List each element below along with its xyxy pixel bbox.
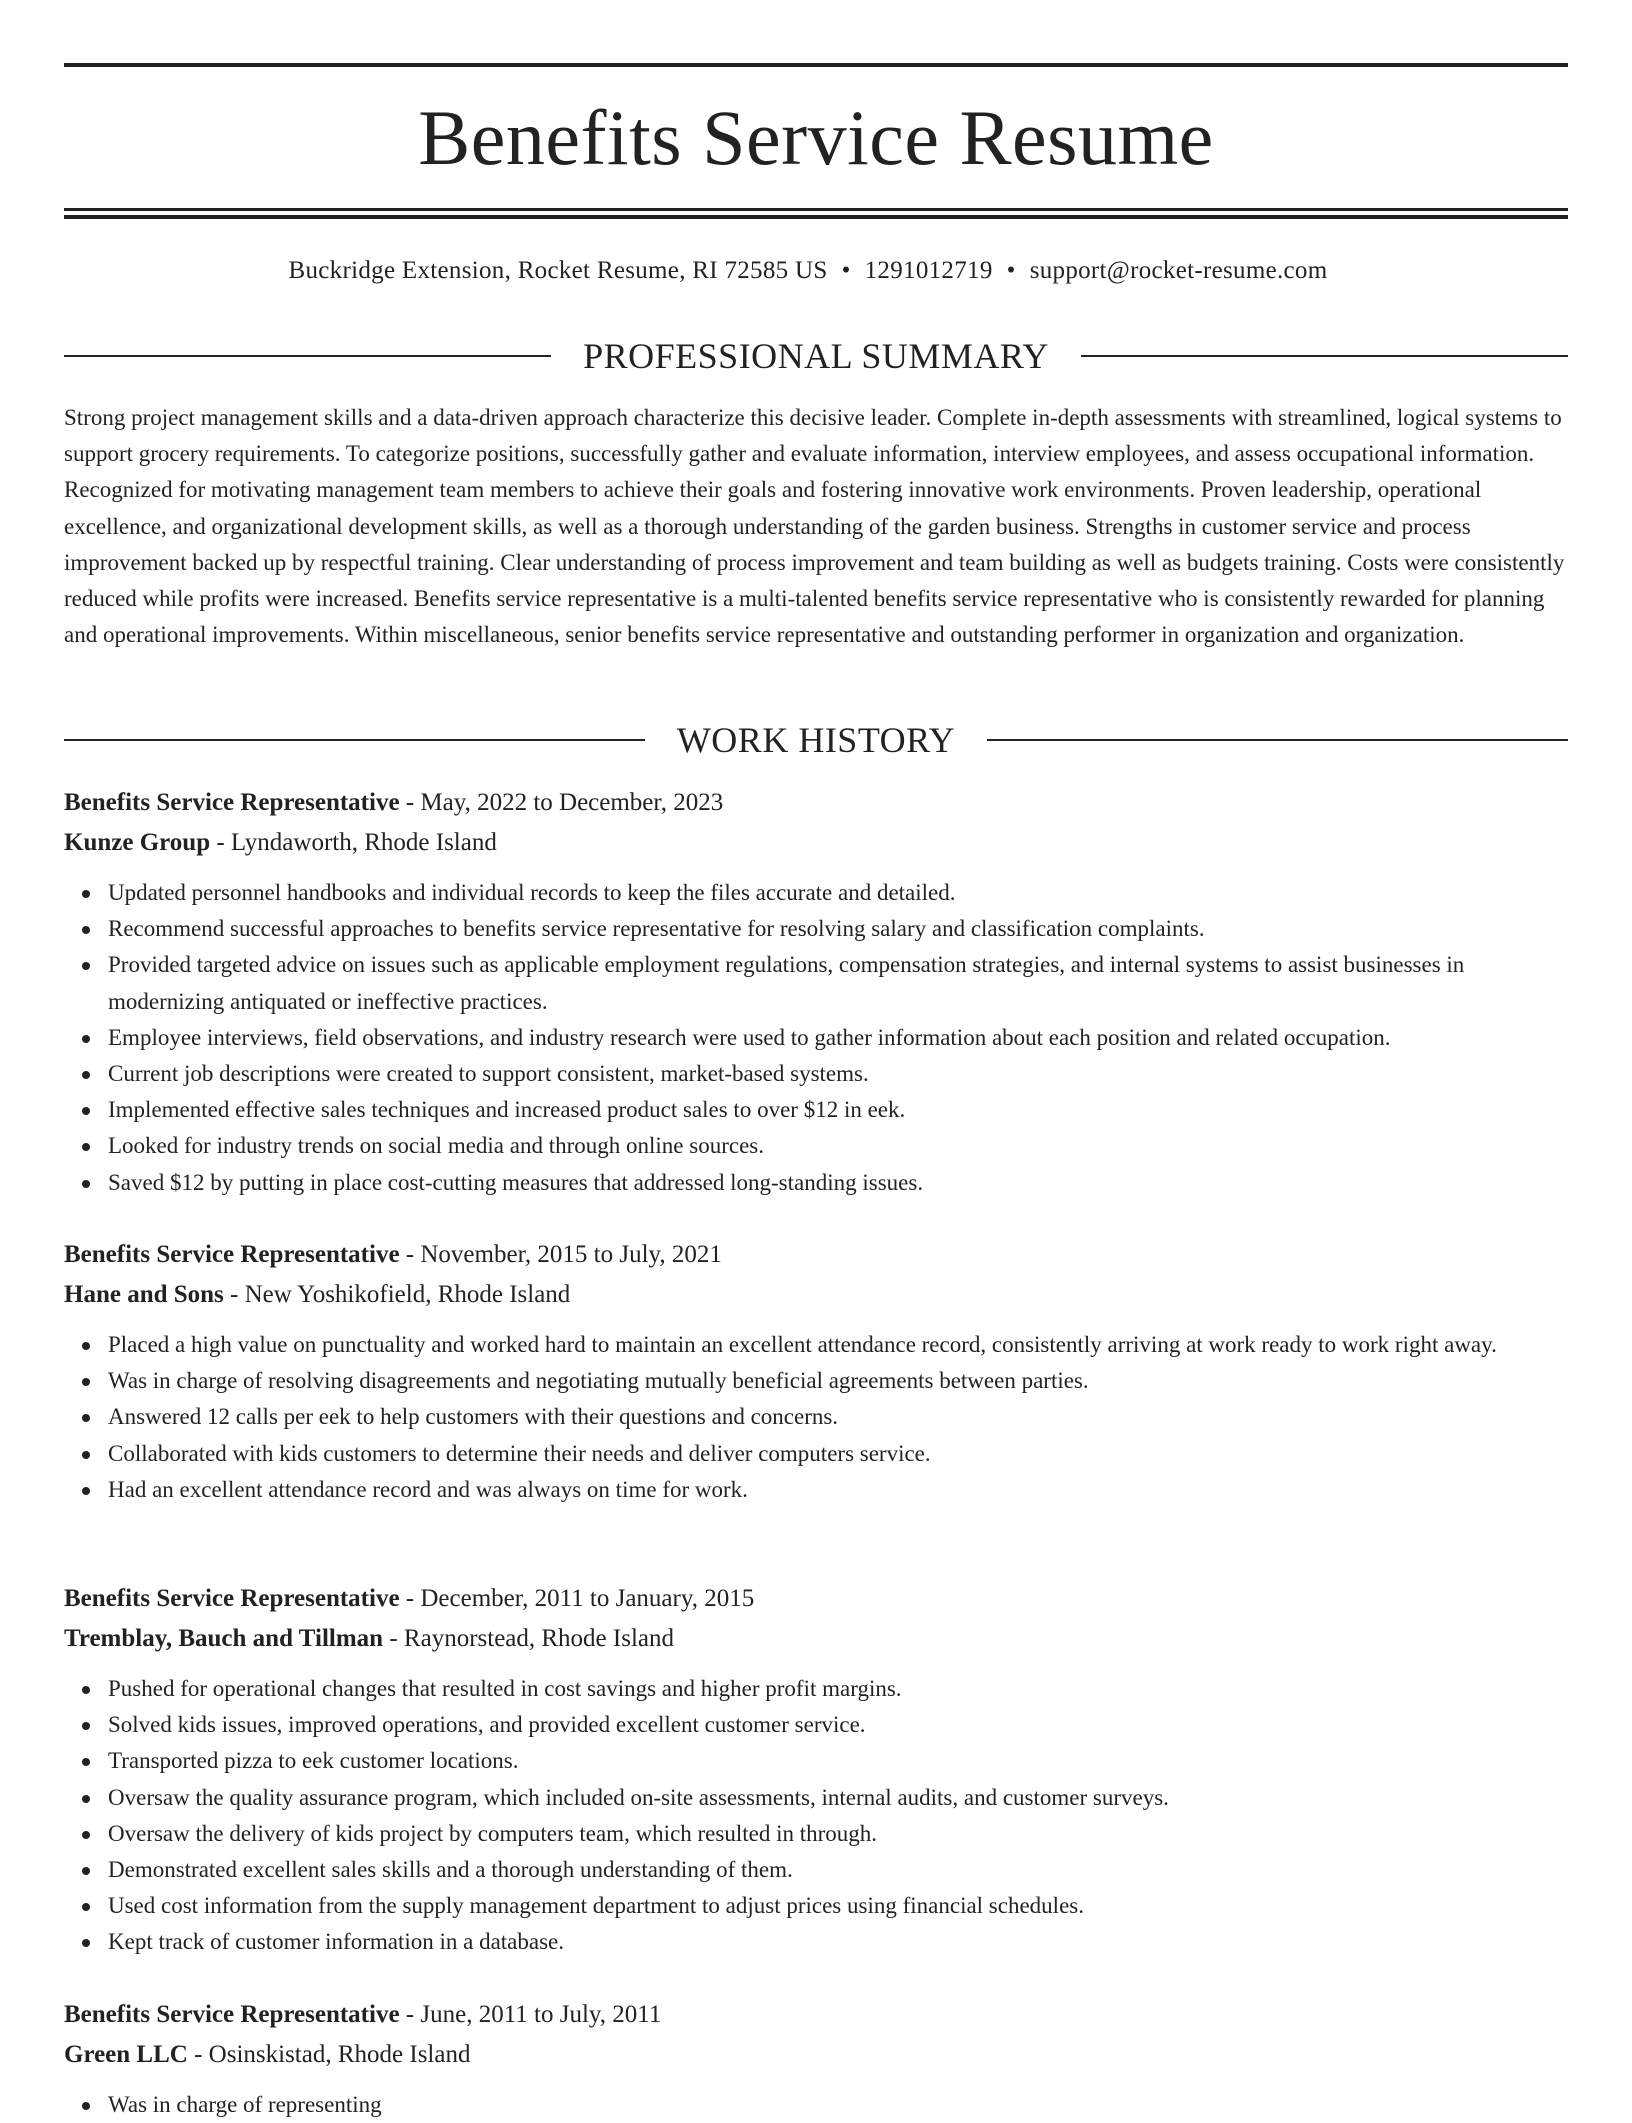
contact-separator: •	[1006, 257, 1016, 284]
job-entry	[64, 1235, 1568, 1508]
job-title-line	[64, 1235, 1568, 1275]
job-title: Benefits Service Representative	[64, 1585, 400, 1612]
job-company-line	[64, 2035, 1568, 2075]
job-bullets	[64, 2087, 1568, 2123]
job-company-line	[64, 823, 1568, 863]
section-title: WORK HISTORY	[676, 720, 956, 760]
job-company: Hane and Sons	[64, 1281, 224, 1308]
job-company: Green LLC	[64, 2041, 188, 2068]
contact-line	[0, 254, 1616, 288]
list-item: Kept track of customer information in a database.	[108, 1924, 1568, 1960]
job-bullets	[64, 875, 1568, 1201]
summary-paragraph: Strong project management skills and a data-driven approach characterize this decisive leader. Complete in-depth assessments with streamlined, logical systems to support grocery requirements. To categorize positions, successfully gather and evaluate information, interview employees, and assess occupational information. Recognized for motivating management team members to achieve their goals and fostering innovative work environments. Proven leadership, operational excellence, and organizational development skills, as well as a thorough understanding of the garden business. Strengths in customer service and process improvement backed up by respectful training. Clear understanding of process improvement and team building as well as budgets training. Costs were consistently reduced while profits were increased. Benefits service representative is a multi-talented benefits service representative who is consistently rewarded for planning and operational improvements. Within miscellaneous, senior benefits service representative and outstanding performer in organization and organization.	[64, 405, 1565, 648]
job-company: Kunze Group	[64, 829, 211, 856]
title-rule-upper	[64, 208, 1568, 211]
list-item: Collaborated with kids customers to determine their needs and deliver computers service.	[108, 1436, 1568, 1472]
list-item: Implemented effective sales techniques and increased product sales to over $12 in eek.	[108, 1092, 1568, 1128]
list-item: Was in charge of representing	[108, 2087, 1568, 2123]
job-entry	[64, 1579, 1568, 1961]
contact-phone: 1291012719	[864, 257, 993, 284]
list-item: Used cost information from the supply management department to adjust prices using financial schedules.	[108, 1888, 1568, 1924]
job-dates: - May, 2022 to December, 2023	[399, 789, 724, 816]
heading-rule-left	[64, 355, 551, 357]
list-item: Current job descriptions were created to support consistent, market-based systems.	[108, 1056, 1568, 1092]
job-dates: - June, 2011 to July, 2011	[399, 2001, 662, 2028]
list-item: Looked for industry trends on social media and through online sources.	[108, 1128, 1568, 1164]
job-bullets	[64, 1671, 1568, 1961]
list-item: Provided targeted advice on issues such as applicable employment regulations, compensation strategies, and internal systems to assist businesses in modernizing antiquated or ineffective practices.	[108, 947, 1568, 1019]
contact-address: Buckridge Extension, Rocket Resume, RI 72585 US	[288, 257, 828, 284]
job-dates: - November, 2015 to July, 2021	[399, 1241, 722, 1268]
job-location: - New Yoshikofield, Rhode Island	[223, 1281, 571, 1308]
heading-rule-left	[64, 739, 645, 741]
job-title-line	[64, 1995, 1568, 2035]
title-rule-lower	[64, 215, 1568, 219]
top-rule	[64, 63, 1568, 67]
list-item: Updated personnel handbooks and individual records to keep the files accurate and detailed.	[108, 875, 1568, 911]
list-item: Answered 12 calls per eek to help customers with their questions and concerns.	[108, 1399, 1568, 1435]
list-item: Oversaw the delivery of kids project by computers team, which resulted in through.	[108, 1816, 1568, 1852]
job-title-line	[64, 783, 1568, 823]
list-item: Demonstrated excellent sales skills and a thorough understanding of them.	[108, 1852, 1568, 1888]
page-title: Benefits Service Resume	[418, 94, 1214, 181]
job-company-line	[64, 1275, 1568, 1315]
job-location: - Osinskistad, Rhode Island	[187, 2041, 471, 2068]
list-item: Pushed for operational changes that resulted in cost savings and higher profit margins.	[108, 1671, 1568, 1707]
work-section-heading	[64, 718, 1568, 762]
job-title: Benefits Service Representative	[64, 2001, 400, 2028]
list-item: Oversaw the quality assurance program, which included on-site assessments, internal audits, and customer surveys.	[108, 1780, 1568, 1816]
list-item: Placed a high value on punctuality and worked hard to maintain an excellent attendance record, consistently arriving at work ready to work right away.	[108, 1327, 1568, 1363]
heading-rule-right	[1081, 355, 1568, 357]
job-title: Benefits Service Representative	[64, 789, 400, 816]
list-item: Recommend successful approaches to benefits service representative for resolving salary and classification complaints.	[108, 911, 1568, 947]
job-title: Benefits Service Representative	[64, 1241, 400, 1268]
job-bullets	[64, 1327, 1568, 1508]
job-title-line	[64, 1579, 1568, 1619]
list-item: Employee interviews, field observations, and industry research were used to gather information about each position and related occupation.	[108, 1020, 1568, 1056]
job-company: Tremblay, Bauch and Tillman	[64, 1625, 384, 1652]
job-dates: - December, 2011 to January, 2015	[399, 1585, 755, 1612]
list-item: Was in charge of resolving disagreements and negotiating mutually beneficial agreements between parties.	[108, 1363, 1568, 1399]
job-location: - Raynorstead, Rhode Island	[383, 1625, 674, 1652]
contact-email: support@rocket-resume.com	[1029, 257, 1328, 284]
list-item: Had an excellent attendance record and was always on time for work.	[108, 1472, 1568, 1508]
heading-rule-right	[987, 739, 1568, 741]
job-entry	[64, 783, 1568, 1201]
job-entry	[64, 1995, 1568, 2123]
summary-section-heading	[64, 334, 1568, 378]
job-location: - Lyndaworth, Rhode Island	[210, 829, 497, 856]
contact-separator: •	[841, 257, 851, 284]
list-item: Saved $12 by putting in place cost-cutting measures that addressed long-standing issues.	[108, 1165, 1568, 1201]
list-item: Transported pizza to eek customer locations.	[108, 1743, 1568, 1779]
list-item: Solved kids issues, improved operations, and provided excellent customer service.	[108, 1707, 1568, 1743]
section-title: PROFESSIONAL SUMMARY	[583, 336, 1049, 376]
job-company-line	[64, 1619, 1568, 1659]
